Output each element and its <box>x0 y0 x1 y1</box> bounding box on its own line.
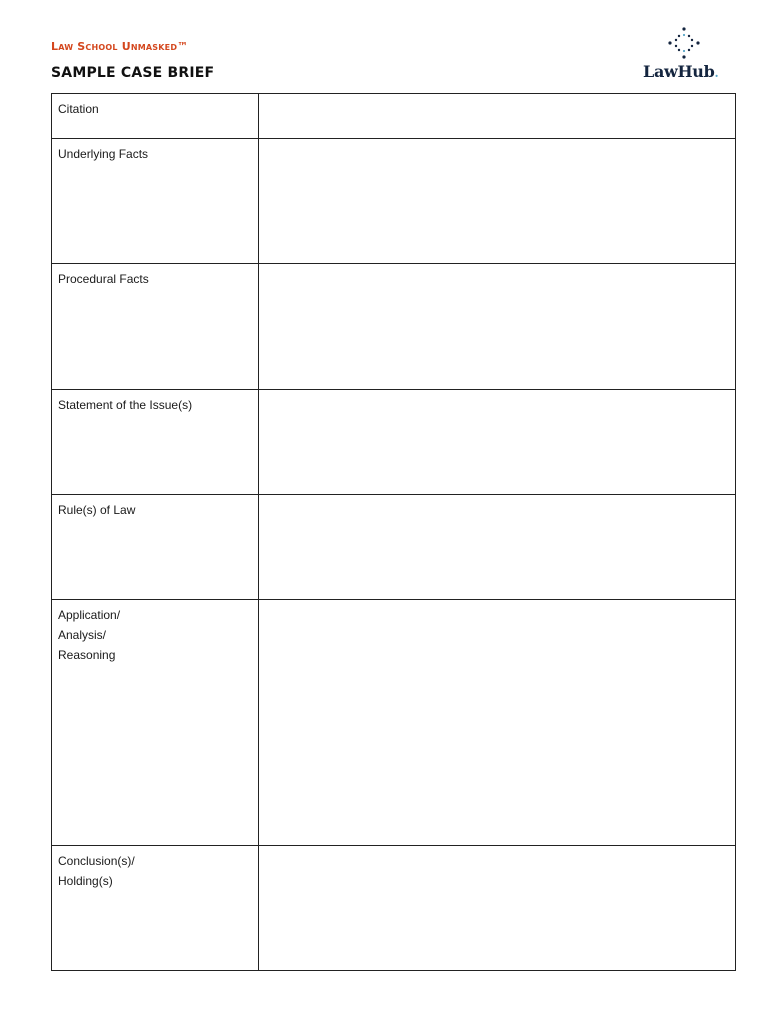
logo-dot: . <box>714 66 719 80</box>
brief-row-procedural-facts <box>52 264 736 390</box>
brief-row-citation <box>52 94 736 139</box>
dotted-diamond-icon <box>667 26 701 60</box>
series-title: Law School Unmasked™ <box>51 40 189 53</box>
lawhub-logo <box>640 26 730 84</box>
label-line: Procedural Facts <box>58 272 149 286</box>
label-line: Application/ <box>58 608 121 622</box>
label-line: Conclusion(s)/ <box>58 854 135 868</box>
row-label <box>52 264 259 390</box>
label-line: Analysis/ <box>58 628 107 642</box>
row-label <box>52 390 259 495</box>
answer-cell-rules-of-law[interactable] <box>259 495 736 600</box>
row-label <box>52 846 259 971</box>
brief-row-application <box>52 600 736 846</box>
document-title: SAMPLE CASE BRIEF <box>51 65 215 81</box>
answer-cell-underlying-facts[interactable] <box>259 139 736 264</box>
brief-row-issues <box>52 390 736 495</box>
row-label <box>52 600 259 846</box>
label-line: Statement of the Issue(s) <box>58 398 193 412</box>
label-line: Rule(s) of Law <box>58 503 136 517</box>
answer-cell-conclusion[interactable] <box>259 846 736 971</box>
label-line: Citation <box>58 102 99 116</box>
answer-cell-application[interactable] <box>259 600 736 846</box>
answer-cell-procedural-facts[interactable] <box>259 264 736 390</box>
logo-wordmark <box>643 62 718 81</box>
label-line: Reasoning <box>58 648 116 662</box>
label-line: Underlying Facts <box>58 147 149 161</box>
brief-row-underlying-facts <box>52 139 736 264</box>
row-label <box>52 495 259 600</box>
label-line: Holding(s) <box>58 874 113 888</box>
answer-cell-citation[interactable] <box>259 94 736 139</box>
row-label <box>52 139 259 264</box>
row-label <box>52 94 259 139</box>
brief-row-rules-of-law <box>52 495 736 600</box>
brief-row-conclusion <box>52 846 736 971</box>
logo-text: LawHub <box>643 62 715 81</box>
answer-cell-issues[interactable] <box>259 390 736 495</box>
case-brief-table <box>51 93 736 971</box>
